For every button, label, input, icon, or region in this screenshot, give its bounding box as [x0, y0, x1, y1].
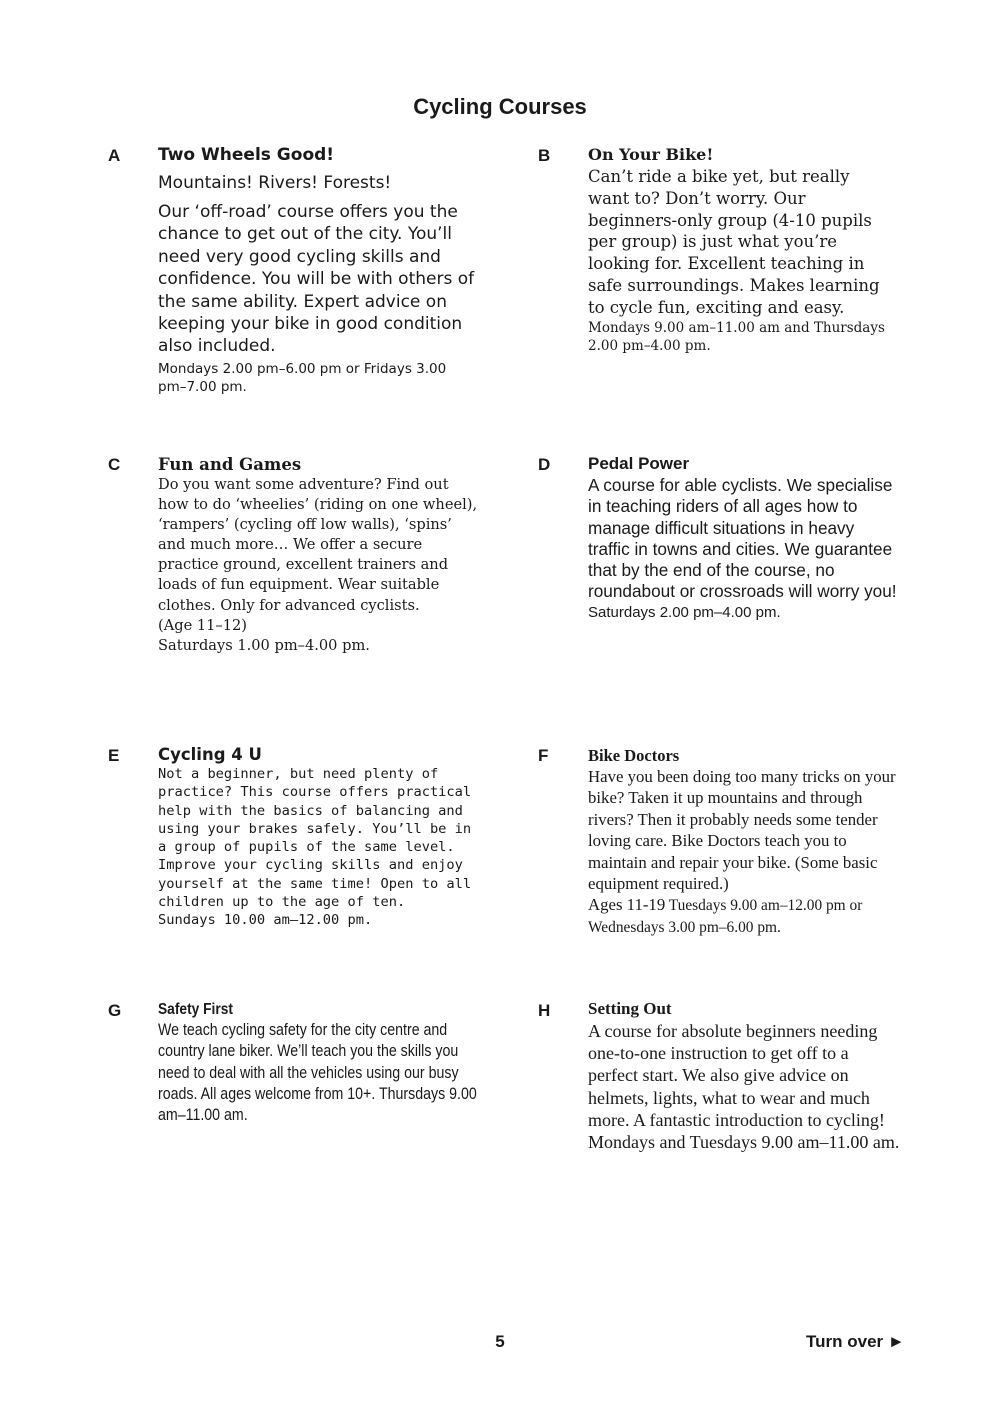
course-c-title: Fun and Games [158, 455, 302, 474]
course-g-title: Safety First [158, 1001, 233, 1018]
course-c-description: Do you want some adventure? Find out how to do ‘wheelies’ (riding on one wheel), ‘rampers’ (cycling off low walls), ‘spins’ and much more… We offer a secure practice ground, excellent trainers and loads of fun equipment. Wear suitable clothes. Only for advanced cyclists. [158, 476, 478, 614]
course-g-description: We teach cycling safety for the city centre and country lane biker. We’ll teach you the skills you need to deal with all the vehicles using our busy roads. All ages welcome from 10+. Thursdays 9.00 am–11.00 am. [158, 1021, 477, 1125]
course-g [158, 999, 478, 1126]
course-c [158, 455, 478, 656]
course-d-title: Pedal Power [588, 454, 690, 473]
course-letter-c: C [108, 455, 121, 474]
course-letter-g: G [108, 1001, 122, 1020]
course-b-description: Can’t ride a bike yet, but really want to? Don’t worry. Our beginners-only group (4-10 pupils per group) is just what you’re looking for. Excellent teaching in safe surroundings. Makes learning to cycle fun, exciting and easy. [588, 167, 880, 317]
course-a-title: Two Wheels Good! [158, 145, 335, 165]
course-letter-b: B [538, 146, 551, 165]
course-f-age: Ages 11-19 [588, 895, 666, 915]
course-f-title: Bike Doctors [588, 746, 680, 765]
page-number: 5 [495, 1332, 505, 1351]
course-e-description: Not a beginner, but need plenty of practice? This course offers practical help with the basics of balancing and using your brakes safely. You’ll be in a group of pupils of the same level. Improve your cycling skills and enjoy yourself at the same time! Open to all children up to the age of ten. [158, 766, 472, 911]
course-h [588, 998, 900, 1153]
course-h-title: Setting Out [588, 999, 672, 1018]
course-b-title: On Your Bike! [588, 145, 714, 164]
course-letter-h: H [538, 1001, 551, 1020]
course-f [588, 745, 903, 938]
page-title: Cycling Courses [413, 94, 587, 119]
course-b [588, 144, 893, 355]
course-letter-a: A [108, 146, 121, 165]
course-d-schedule: Saturdays 2.00 pm–4.00 pm. [588, 603, 781, 621]
course-letter-e: E [108, 746, 120, 765]
course-letter-d: D [538, 455, 551, 474]
course-f-schedule: Tuesdays 9.00 am–12.00 pm or Wednesdays 3.00 pm–6.00 pm. [588, 897, 863, 936]
course-e-schedule: Sundays 10.00 am–12.00 pm. [158, 912, 373, 929]
course-h-description: A course for absolute beginners needing one-to-one instruction to get off to a perfect start. We also give advice on helmets, lights, what to wear and much more. A fantastic introduction to cycling! Mondays and Tuesdays 9.00 am–11.00 am. [588, 1021, 900, 1153]
course-e-title: Cycling 4 U [158, 745, 262, 764]
turn-over-label: Turn over ► [806, 1332, 905, 1351]
course-letter-f: F [538, 746, 549, 765]
course-a-description: Our ‘off-road’ course offers you the chance to get out of the city. You’ll need very good cycling skills and confidence. You will be with others of the same ability. Expert advice on keeping your bike in good condition also included. [158, 202, 475, 357]
course-a [158, 144, 478, 396]
course-a-subtitle: Mountains! Rivers! Forests! [158, 173, 392, 193]
course-f-description: Have you been doing too many tricks on your bike? Taken it up mountains and through rivers? Then it probably needs some tender loving care. Bike Doctors teach you to maintain and repair your bike. (Some basic equipment required.) [588, 767, 896, 894]
course-a-schedule: Mondays 2.00 pm–6.00 pm or Fridays 3.00 pm–7.00 pm. [158, 360, 447, 395]
course-d [588, 453, 898, 623]
course-c-age: (Age 11–12) [158, 616, 247, 634]
course-d-description: A course for able cyclists. We specialise in teaching riders of all ages how to manage difficult situations in heavy traffic in towns and cities. We guarantee that by the end of the course, no roundabout or crossroads will worry you! [588, 475, 897, 602]
course-b-schedule: Mondays 9.00 am–11.00 am and Thursdays 2.00 pm–4.00 pm. [588, 319, 885, 354]
course-e [158, 744, 478, 930]
course-c-schedule: Saturdays 1.00 pm–4.00 pm. [158, 636, 370, 654]
course-f-schedule-line [588, 894, 903, 938]
